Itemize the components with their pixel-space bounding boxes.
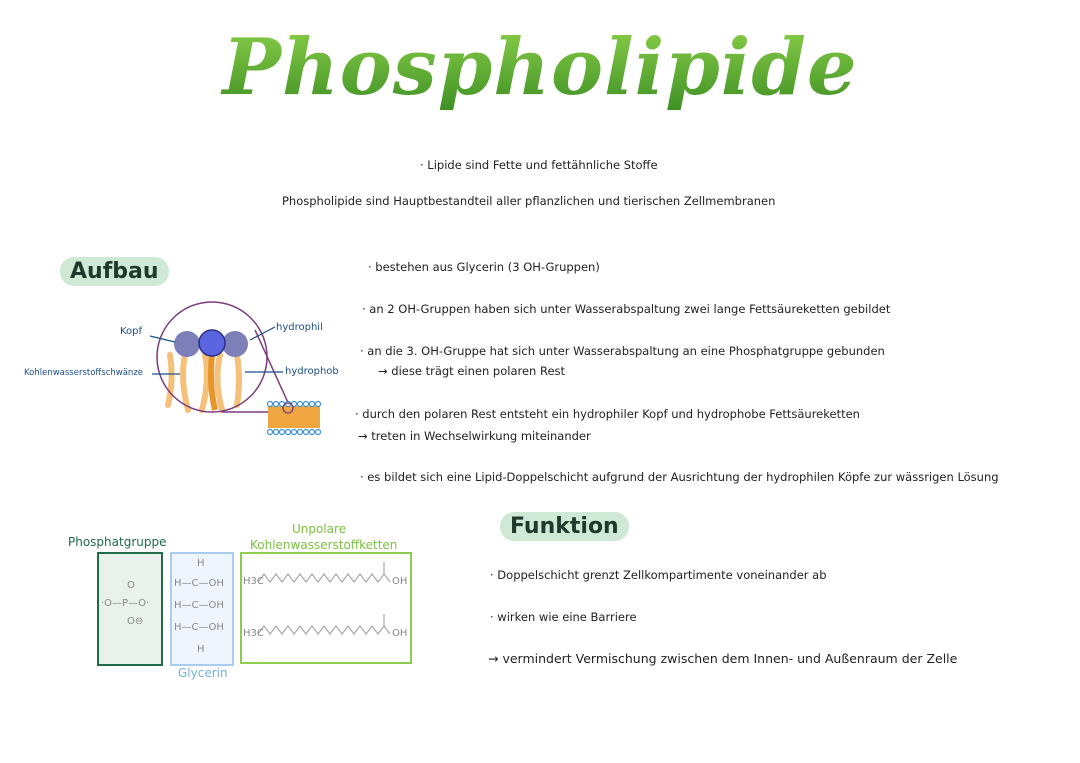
aufbau-point: · es bildet sich eine Lipid-Doppelschicht aufgrund der Ausrichtung der hydrophilen Köpfe zur wässrigen Lösung: [360, 470, 999, 484]
label-ketten: Kohlenwasserstoffketten: [250, 538, 398, 552]
label-glycerin: Glycerin: [178, 666, 228, 680]
intro-line-1: · Lipide sind Fette und fettähnliche Stoffe: [420, 158, 658, 172]
label-hydrophil: hydrophil: [276, 322, 323, 333]
funktion-point: → vermindert Vermischung zwischen dem Innen- und Außenraum der Zelle: [488, 651, 958, 666]
label-hydrophob: hydrophob: [285, 366, 339, 377]
funktion-point: · wirken wie eine Barriere: [490, 610, 637, 624]
page-title: Phospholipide: [0, 22, 1080, 113]
aufbau-point: · durch den polaren Rest entsteht ein hydrophiler Kopf und hydrophobe Fettsäureketten: [355, 407, 860, 421]
label-phosphatgruppe: Phosphatgruppe: [68, 535, 167, 549]
aufbau-point: → treten in Wechselwirkung miteinander: [358, 429, 591, 443]
aufbau-heading: Aufbau: [60, 257, 169, 286]
oh-label: OH: [392, 576, 408, 587]
aufbau-point: · an 2 OH-Gruppen haben sich unter Wasserabspaltung zwei lange Fettsäureketten gebildet: [362, 302, 891, 316]
intro-line-2: Phospholipide sind Hauptbestandteil aller pflanzlichen und tierischen Zellmembranen: [282, 194, 776, 208]
glycerin-box: H H—C—OH H—C—OH H—C—OH H: [170, 552, 234, 666]
funktion-point: · Doppelschicht grenzt Zellkompartimente voneinander ab: [490, 568, 827, 582]
label-schwaenze: Kohlenwasserstoffschwänze: [24, 368, 144, 378]
chains-box: [240, 552, 412, 664]
aufbau-point: · an die 3. OH-Gruppe hat sich unter Wasserabspaltung an eine Phosphatgruppe gebunden: [360, 344, 885, 358]
label-kopf: Kopf: [120, 326, 143, 337]
label-unpolare: Unpolare: [292, 522, 347, 536]
funktion-heading: Funktion: [500, 512, 629, 541]
aufbau-point: · bestehen aus Glycerin (3 OH-Gruppen): [368, 260, 600, 274]
h3c-label: H3C: [243, 576, 264, 587]
h3c-label: H3C: [243, 628, 264, 639]
oh-label: OH: [392, 628, 408, 639]
aufbau-point: → diese trägt einen polaren Rest: [378, 364, 566, 378]
phosphate-box: ·O—P—O· O O⊖: [97, 552, 163, 666]
